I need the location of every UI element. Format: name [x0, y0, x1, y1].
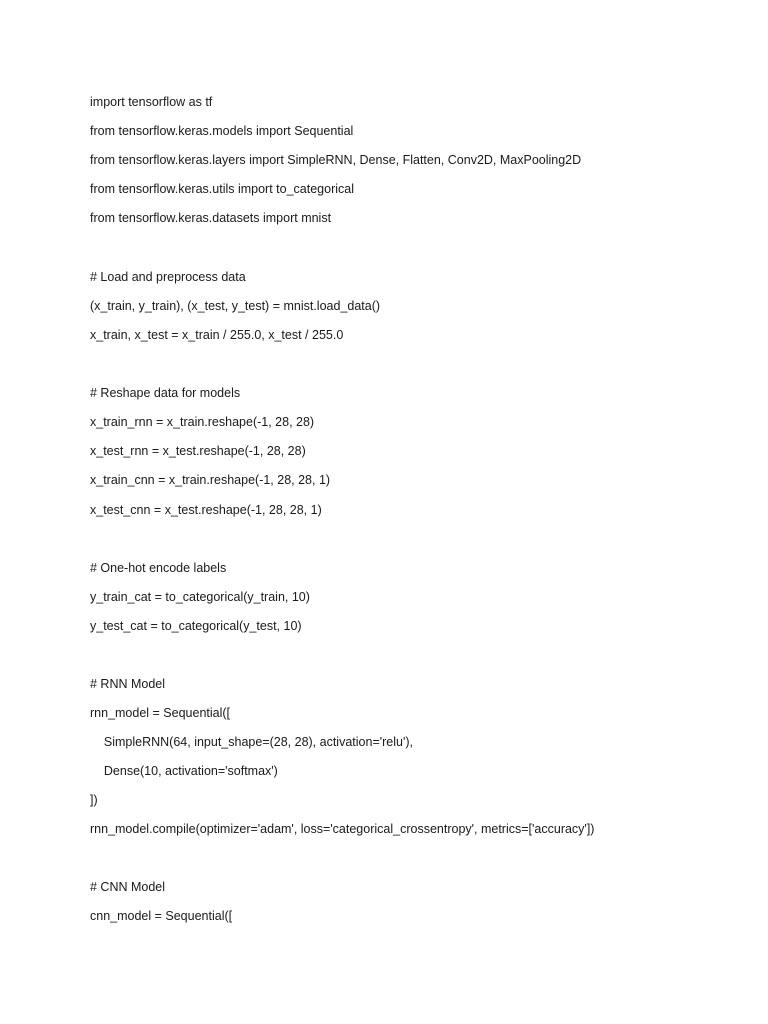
code-line: cnn_model = Sequential([: [90, 909, 233, 923]
code-line: rnn_model.compile(optimizer='adam', loss='categorical_crossentropy', metrics=['accuracy']): [90, 822, 595, 836]
code-line: x_test_rnn = x_test.reshape(-1, 28, 28): [90, 444, 306, 458]
code-line: x_train_rnn = x_train.reshape(-1, 28, 28): [90, 415, 315, 429]
code-line: import tensorflow as tf: [90, 95, 213, 109]
code-line: Dense(10, activation='softmax'): [90, 764, 278, 778]
code-line: rnn_model = Sequential([: [90, 706, 231, 720]
code-line: from tensorflow.keras.datasets import mnist: [90, 211, 332, 225]
code-line: x_train_cnn = x_train.reshape(-1, 28, 28, 1): [90, 473, 331, 487]
code-comment: # RNN Model: [90, 677, 166, 691]
code-comment: # One-hot encode labels: [90, 561, 227, 575]
code-line: (x_train, y_train), (x_test, y_test) = mnist.load_data(): [90, 299, 381, 313]
code-line: SimpleRNN(64, input_shape=(28, 28), activation='relu'),: [90, 735, 413, 749]
code-line: x_train, x_test = x_train / 255.0, x_test / 255.0: [90, 328, 344, 342]
code-line: y_test_cat = to_categorical(y_test, 10): [90, 619, 302, 633]
code-comment: # CNN Model: [90, 880, 166, 894]
code-line: from tensorflow.keras.utils import to_categorical: [90, 182, 354, 196]
code-line: y_train_cat = to_categorical(y_train, 10): [90, 590, 310, 604]
code-line: from tensorflow.keras.layers import SimpleRNN, Dense, Flatten, Conv2D, MaxPooling2D: [90, 153, 582, 167]
code-comment: # Load and preprocess data: [90, 270, 246, 284]
code-line: from tensorflow.keras.models import Sequential: [90, 124, 354, 138]
code-line: x_test_cnn = x_test.reshape(-1, 28, 28, 1): [90, 503, 322, 517]
code-comment: # Reshape data for models: [90, 386, 241, 400]
code-line: ]): [90, 793, 98, 807]
